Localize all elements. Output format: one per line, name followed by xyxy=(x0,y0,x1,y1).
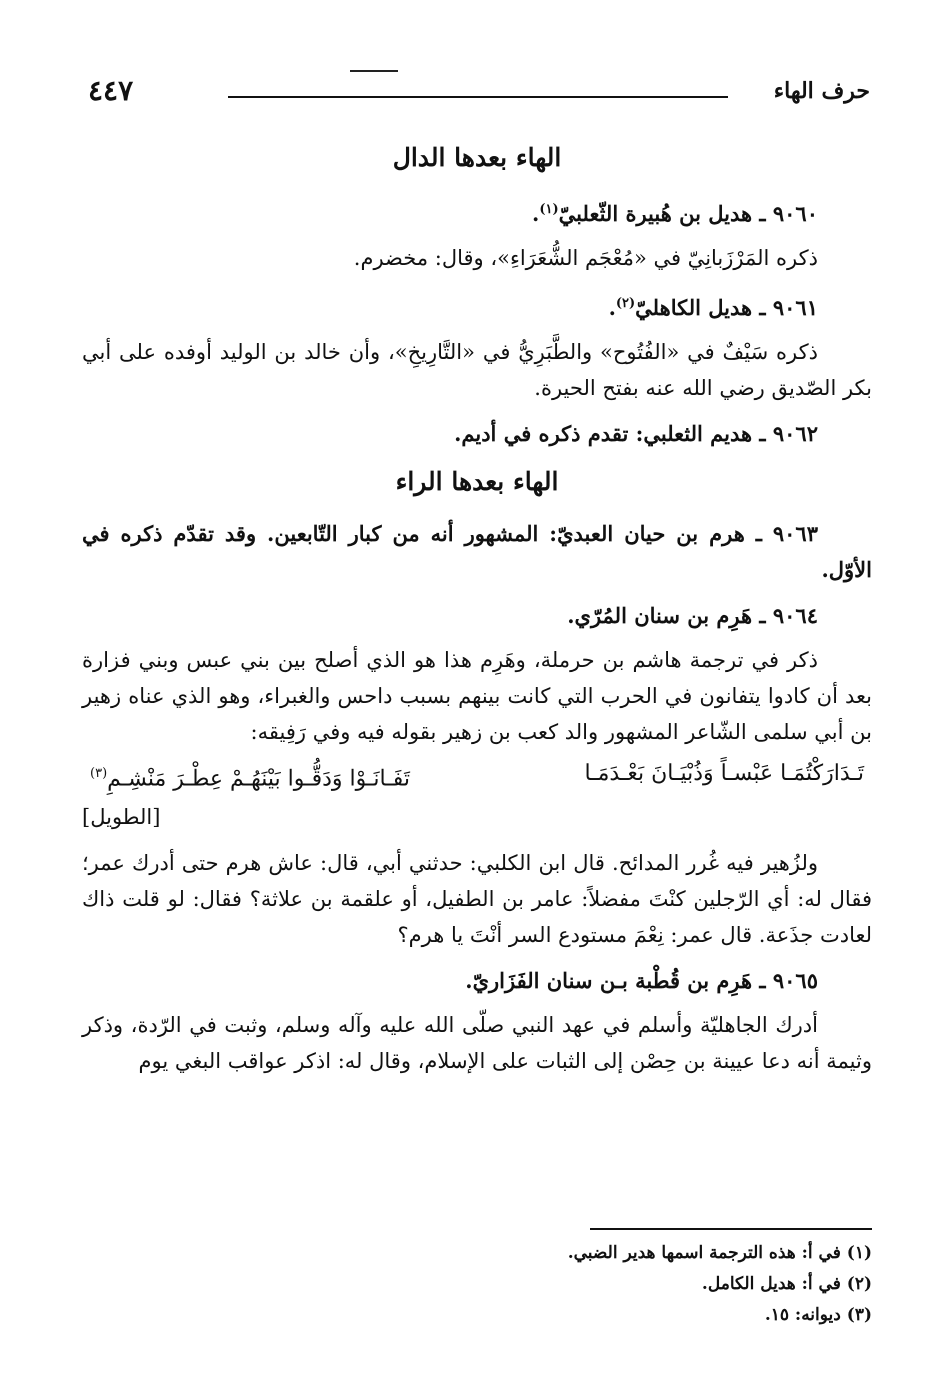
entry-9060-end: . xyxy=(532,201,540,226)
footnote-1: (١) في أ: هذه الترجمة اسمها هدير الضبي. xyxy=(567,1243,872,1263)
paragraph-9065: أدرك الجاهليّة وأسلم في عهد النبي صلّى الله عليه وآله وسلم، وثبت في الرّدة، وذكر وثيمة أنه دعا عيينة بن حِصْن إلى الثبات على الإسلام، وقال له: اذكر عواقب البغي يوم xyxy=(82,1013,872,1074)
running-title: حرف الهاء xyxy=(773,78,870,104)
entry-9061-text: ٩٠٦١ ـ هديل الكاهليّ xyxy=(635,295,818,320)
entry-9065: ٩٠٦٥ ـ هَرِم بن قُطْبة بـن سنان الفَزَاريّ. xyxy=(465,968,818,994)
paragraph-9060: ذكره المَرْزَبانِيّ في «مُعْجَم الشُّعَرَاءِ»، وقال: مخضرم. xyxy=(353,246,818,270)
footnote-ref-3: (٣) xyxy=(90,766,108,781)
entry-9061-end: . xyxy=(608,295,616,320)
entry-9060-text: ٩٠٦٠ ـ هديل بن هُبيرة الثّعلبيّ xyxy=(558,201,818,226)
verse-second-hemistich xyxy=(90,756,410,797)
section-title-dal: الهاء بعدها الدال xyxy=(392,143,562,172)
footnote-3: (٣) ديوانه: ١٥. xyxy=(764,1305,872,1325)
entry-9061 xyxy=(82,286,872,326)
footnotes xyxy=(82,1238,872,1331)
paragraph-9064b: ولزُهير فيه غُرر المدائح. قال ابن الكلبي: حدثني أبي، قال: عاش هرم حتى أدرك عمر؛ فقال له: أي الرّجلين كنْتَ مفضلاً: عامر بن الطفيل، أو علقمة بن علاثة؟ فقال: لو قلت ذاك لعادت جذَعة. قال عمر: نِعْمَ مستودع السر أنْتَ يا هرم؟ xyxy=(82,851,872,948)
poem-meter: [الطويل] xyxy=(82,805,161,830)
paragraph-9061: ذكره سَيْفٌ في «الفُتُوح» والطَّبَرِيُّ في «التَّارِيخِ»، وأن خالد بن الوليد أوفده على أبي بكر الصّديق رضي الله عنه بفتح الحيرة. xyxy=(82,340,872,400)
entry-9064: ٩٠٦٤ ـ هَرِم بن سنان المُرّي. xyxy=(567,603,818,628)
footnote-ref-2: (٢) xyxy=(615,296,636,311)
main-content xyxy=(82,128,872,1083)
entry-9060 xyxy=(82,192,872,232)
footnote-2: (٢) في أ: هديل الكامل. xyxy=(701,1274,872,1294)
paragraph-9064: ذكر في ترجمة هاشم بن حرملة، وهَرِم هذا هو الذي أصلح بين بني عبس وبني فزارة بعد أن كادوا يتفانون في الحرب التي كانت بينهم بسبب داحس والغبراء، وهو الذي عناه زهير بن أبي سلمى الشّاعر المشهور والد كعب بن زهير بقوله فيه وفي رَفِيقه: xyxy=(82,648,872,744)
entry-9063: ٩٠٦٣ ـ هرم بن حيان العبديّ: المشهور أنه من كبار التّابعين. وقد تقدّم ذكره في الأوّل. xyxy=(82,521,872,582)
poem-verse xyxy=(82,756,872,797)
page-header xyxy=(80,74,870,110)
page-number: ٤٤٧ xyxy=(88,74,134,107)
footnote-separator xyxy=(590,1228,872,1230)
verse-first-hemistich: تَـدَارَكْتُمَـا عَبْسـاً وَذُبْيَـانَ بَعْـدَمَـا xyxy=(584,761,864,786)
footnote-ref-1: (١) xyxy=(539,202,559,217)
top-mark xyxy=(350,70,398,72)
header-rule xyxy=(228,96,728,98)
section-title-ra: الهاء بعدها الراء xyxy=(395,467,559,496)
entry-9062: ٩٠٦٢ ـ هديم الثعلبي: تقدم ذكره في أديم. xyxy=(454,421,818,446)
verse-second-text: تَفَـانَـوْا وَدَقُّـوا بَيْنَهُـمْ عِطْـرَ مَنْشِـمِ xyxy=(107,766,410,792)
